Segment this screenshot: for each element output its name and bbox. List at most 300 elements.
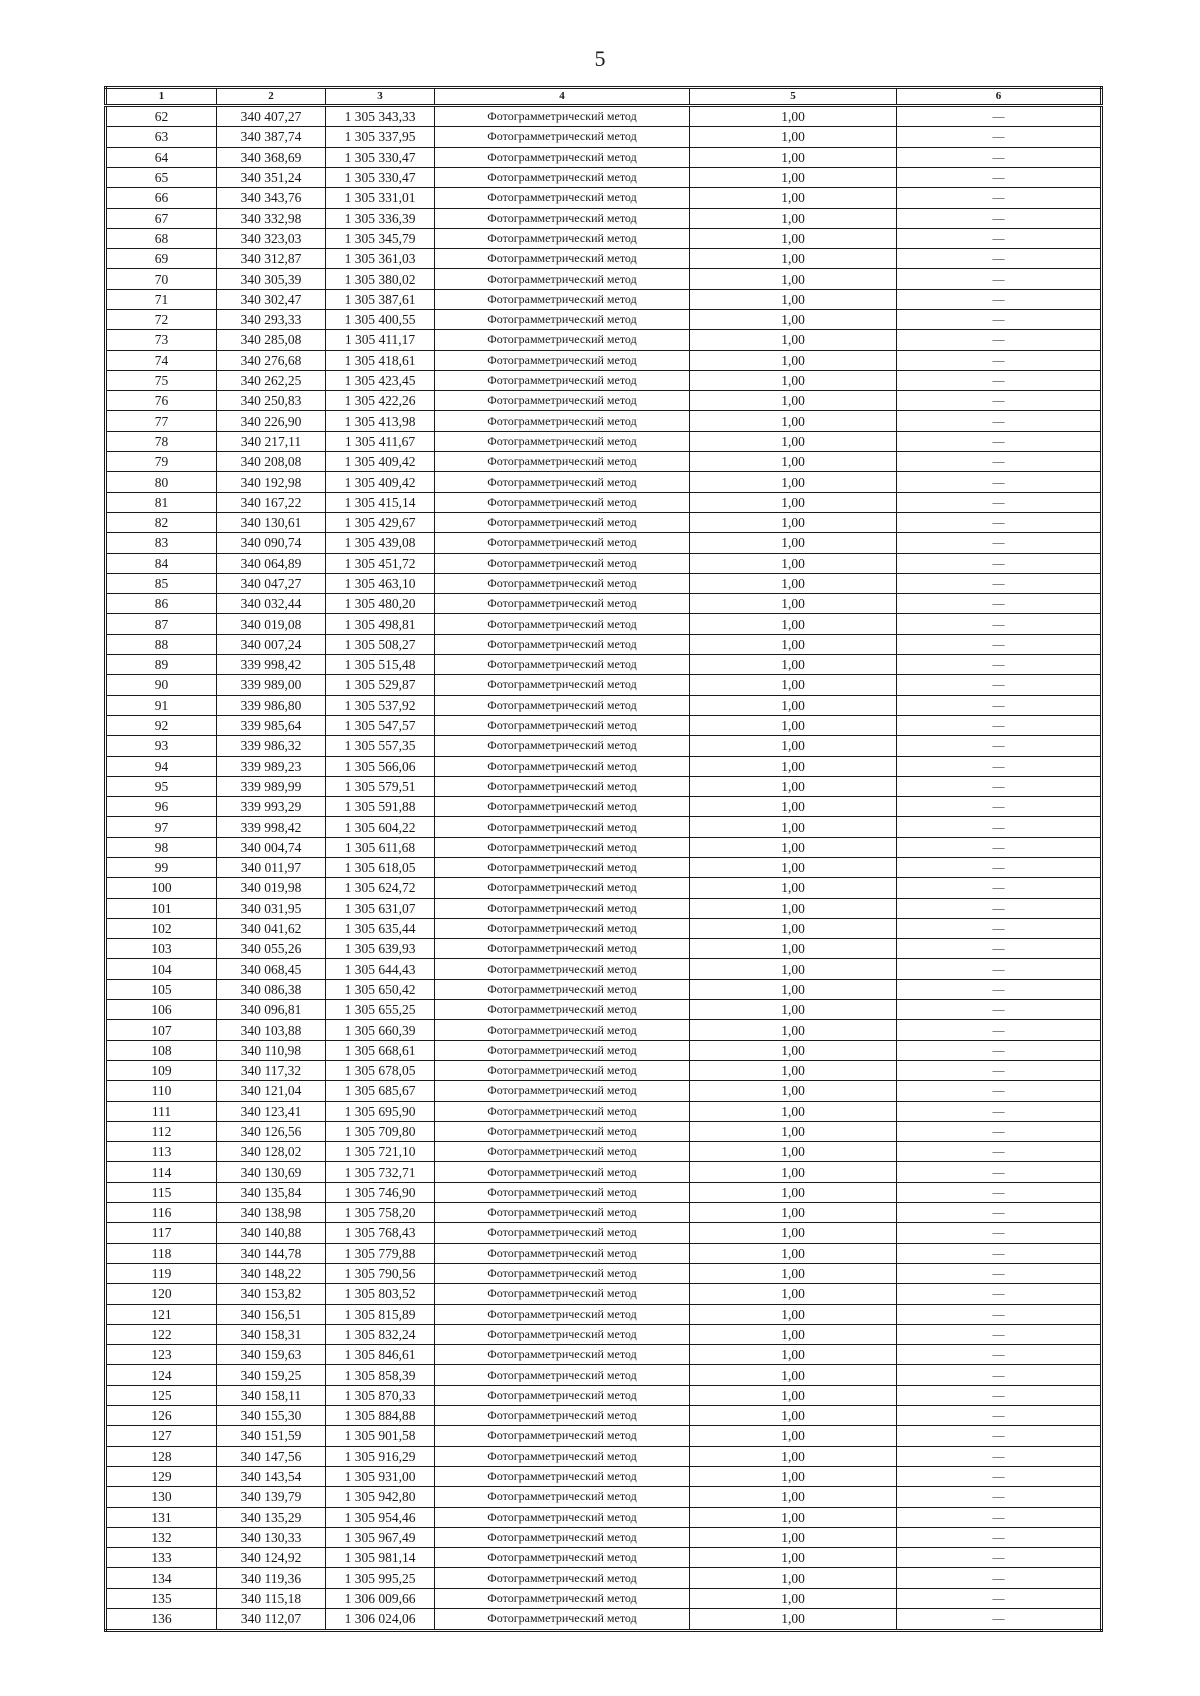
accuracy-cell: 1,00	[690, 817, 897, 837]
description-cell: —	[897, 1365, 1102, 1385]
description-cell: —	[897, 1020, 1102, 1040]
y-coordinate-cell: 1 305 336,39	[326, 208, 435, 228]
y-coordinate-cell: 1 305 901,58	[326, 1426, 435, 1446]
x-coordinate-cell: 340 293,33	[217, 309, 326, 329]
table-row	[106, 797, 1102, 817]
method-cell: Фотограмметрический метод	[435, 1507, 690, 1527]
description-cell: —	[897, 1101, 1102, 1121]
y-coordinate-cell: 1 305 439,08	[326, 533, 435, 553]
method-cell: Фотограмметрический метод	[435, 1223, 690, 1243]
table-row	[106, 675, 1102, 695]
column-header: 3	[326, 88, 435, 106]
x-coordinate-cell: 340 041,62	[217, 918, 326, 938]
y-coordinate-cell: 1 305 515,48	[326, 655, 435, 675]
method-cell: Фотограмметрический метод	[435, 858, 690, 878]
x-coordinate-cell: 339 986,80	[217, 695, 326, 715]
description-cell: —	[897, 1263, 1102, 1283]
accuracy-cell: 1,00	[690, 1121, 897, 1141]
y-coordinate-cell: 1 305 618,05	[326, 858, 435, 878]
table-row	[106, 1324, 1102, 1344]
y-coordinate-cell: 1 305 644,43	[326, 959, 435, 979]
y-coordinate-cell: 1 305 678,05	[326, 1060, 435, 1080]
accuracy-cell: 1,00	[690, 167, 897, 187]
y-coordinate-cell: 1 305 418,61	[326, 350, 435, 370]
description-cell: —	[897, 1406, 1102, 1426]
point-number-cell: 89	[106, 655, 217, 675]
point-number-cell: 91	[106, 695, 217, 715]
x-coordinate-cell: 339 989,99	[217, 776, 326, 796]
point-number-cell: 126	[106, 1406, 217, 1426]
method-cell: Фотограмметрический метод	[435, 127, 690, 147]
point-number-cell: 83	[106, 533, 217, 553]
table-row	[106, 330, 1102, 350]
description-cell: —	[897, 1588, 1102, 1608]
accuracy-cell: 1,00	[690, 1243, 897, 1263]
table-row	[106, 878, 1102, 898]
y-coordinate-cell: 1 305 846,61	[326, 1345, 435, 1365]
table-row	[106, 370, 1102, 390]
y-coordinate-cell: 1 305 709,80	[326, 1121, 435, 1141]
table-row	[106, 1060, 1102, 1080]
accuracy-cell: 1,00	[690, 979, 897, 999]
description-cell: —	[897, 756, 1102, 776]
accuracy-cell: 1,00	[690, 208, 897, 228]
x-coordinate-cell: 340 130,33	[217, 1527, 326, 1547]
y-coordinate-cell: 1 305 547,57	[326, 715, 435, 735]
y-coordinate-cell: 1 305 685,67	[326, 1081, 435, 1101]
y-coordinate-cell: 1 305 981,14	[326, 1548, 435, 1568]
y-coordinate-cell: 1 305 361,03	[326, 249, 435, 269]
point-number-cell: 67	[106, 208, 217, 228]
point-number-cell: 134	[106, 1568, 217, 1588]
y-coordinate-cell: 1 305 916,29	[326, 1446, 435, 1466]
method-cell: Фотограмметрический метод	[435, 675, 690, 695]
table-row	[106, 1426, 1102, 1446]
y-coordinate-cell: 1 305 557,35	[326, 736, 435, 756]
table-row	[106, 756, 1102, 776]
y-coordinate-cell: 1 305 498,81	[326, 614, 435, 634]
accuracy-cell: 1,00	[690, 269, 897, 289]
description-cell: —	[897, 858, 1102, 878]
table-row	[106, 106, 1102, 127]
y-coordinate-cell: 1 305 668,61	[326, 1040, 435, 1060]
table-row	[106, 452, 1102, 472]
table-row	[106, 167, 1102, 187]
accuracy-cell: 1,00	[690, 1548, 897, 1568]
y-coordinate-cell: 1 305 803,52	[326, 1284, 435, 1304]
accuracy-cell: 1,00	[690, 797, 897, 817]
method-cell: Фотограмметрический метод	[435, 431, 690, 451]
method-cell: Фотограмметрический метод	[435, 533, 690, 553]
method-cell: Фотограмметрический метод	[435, 1406, 690, 1426]
method-cell: Фотограмметрический метод	[435, 1263, 690, 1283]
point-number-cell: 128	[106, 1446, 217, 1466]
x-coordinate-cell: 340 130,61	[217, 512, 326, 532]
y-coordinate-cell: 1 305 566,06	[326, 756, 435, 776]
x-coordinate-cell: 340 368,69	[217, 147, 326, 167]
point-number-cell: 105	[106, 979, 217, 999]
point-number-cell: 82	[106, 512, 217, 532]
y-coordinate-cell: 1 305 409,42	[326, 452, 435, 472]
description-cell: —	[897, 269, 1102, 289]
accuracy-cell: 1,00	[690, 472, 897, 492]
table-row	[106, 1466, 1102, 1486]
x-coordinate-cell: 340 153,82	[217, 1284, 326, 1304]
x-coordinate-cell: 340 123,41	[217, 1101, 326, 1121]
y-coordinate-cell: 1 305 330,47	[326, 167, 435, 187]
accuracy-cell: 1,00	[690, 675, 897, 695]
point-number-cell: 133	[106, 1548, 217, 1568]
method-cell: Фотограмметрический метод	[435, 1568, 690, 1588]
x-coordinate-cell: 340 117,32	[217, 1060, 326, 1080]
point-number-cell: 124	[106, 1365, 217, 1385]
table-row	[106, 1162, 1102, 1182]
x-coordinate-cell: 340 159,63	[217, 1345, 326, 1365]
y-coordinate-cell: 1 305 330,47	[326, 147, 435, 167]
method-cell: Фотограмметрический метод	[435, 350, 690, 370]
point-number-cell: 63	[106, 127, 217, 147]
x-coordinate-cell: 340 011,97	[217, 858, 326, 878]
description-cell: —	[897, 1466, 1102, 1486]
accuracy-cell: 1,00	[690, 330, 897, 350]
point-number-cell: 118	[106, 1243, 217, 1263]
table-row	[106, 147, 1102, 167]
table-row	[106, 1548, 1102, 1568]
point-number-cell: 106	[106, 1000, 217, 1020]
description-cell: —	[897, 898, 1102, 918]
x-coordinate-cell: 340 086,38	[217, 979, 326, 999]
accuracy-cell: 1,00	[690, 289, 897, 309]
accuracy-cell: 1,00	[690, 188, 897, 208]
x-coordinate-cell: 340 128,02	[217, 1142, 326, 1162]
x-coordinate-cell: 340 090,74	[217, 533, 326, 553]
description-cell: —	[897, 817, 1102, 837]
method-cell: Фотограмметрический метод	[435, 1466, 690, 1486]
table-row	[106, 1081, 1102, 1101]
description-cell: —	[897, 1243, 1102, 1263]
accuracy-cell: 1,00	[690, 1000, 897, 1020]
table-row	[106, 715, 1102, 735]
table-row	[106, 512, 1102, 532]
x-coordinate-cell: 339 989,23	[217, 756, 326, 776]
x-coordinate-cell: 340 192,98	[217, 472, 326, 492]
description-cell: —	[897, 127, 1102, 147]
description-cell: —	[897, 167, 1102, 187]
point-number-cell: 87	[106, 614, 217, 634]
x-coordinate-cell: 340 285,08	[217, 330, 326, 350]
table-body	[106, 106, 1102, 1631]
accuracy-cell: 1,00	[690, 1608, 897, 1630]
description-cell: —	[897, 533, 1102, 553]
table-row	[106, 289, 1102, 309]
method-cell: Фотограмметрический метод	[435, 1060, 690, 1080]
x-coordinate-cell: 340 144,78	[217, 1243, 326, 1263]
point-number-cell: 94	[106, 756, 217, 776]
description-cell: —	[897, 614, 1102, 634]
method-cell: Фотограмметрический метод	[435, 452, 690, 472]
table-row	[106, 553, 1102, 573]
accuracy-cell: 1,00	[690, 736, 897, 756]
point-number-cell: 120	[106, 1284, 217, 1304]
coordinates-table	[104, 86, 1103, 1632]
table-row	[106, 228, 1102, 248]
accuracy-cell: 1,00	[690, 1527, 897, 1547]
x-coordinate-cell: 339 993,29	[217, 797, 326, 817]
x-coordinate-cell: 340 110,98	[217, 1040, 326, 1060]
accuracy-cell: 1,00	[690, 228, 897, 248]
table-row	[106, 127, 1102, 147]
column-header: 5	[690, 88, 897, 106]
accuracy-cell: 1,00	[690, 1101, 897, 1121]
table-row	[106, 817, 1102, 837]
description-cell: —	[897, 370, 1102, 390]
x-coordinate-cell: 339 998,42	[217, 817, 326, 837]
y-coordinate-cell: 1 305 732,71	[326, 1162, 435, 1182]
point-number-cell: 85	[106, 573, 217, 593]
table-row	[106, 1040, 1102, 1060]
accuracy-cell: 1,00	[690, 1284, 897, 1304]
method-cell: Фотограмметрический метод	[435, 634, 690, 654]
method-cell: Фотограмметрический метод	[435, 614, 690, 634]
method-cell: Фотограмметрический метод	[435, 594, 690, 614]
table-row	[106, 1000, 1102, 1020]
table-row	[106, 1406, 1102, 1426]
y-coordinate-cell: 1 305 337,95	[326, 127, 435, 147]
x-coordinate-cell: 340 135,29	[217, 1507, 326, 1527]
description-cell: —	[897, 959, 1102, 979]
accuracy-cell: 1,00	[690, 553, 897, 573]
y-coordinate-cell: 1 305 967,49	[326, 1527, 435, 1547]
y-coordinate-cell: 1 305 858,39	[326, 1365, 435, 1385]
table-row	[106, 350, 1102, 370]
description-cell: —	[897, 1121, 1102, 1141]
description-cell: —	[897, 573, 1102, 593]
accuracy-cell: 1,00	[690, 1406, 897, 1426]
table-row	[106, 1101, 1102, 1121]
table-row	[106, 634, 1102, 654]
method-cell: Фотограмметрический метод	[435, 1284, 690, 1304]
table-row	[106, 1223, 1102, 1243]
table-row	[106, 1385, 1102, 1405]
accuracy-cell: 1,00	[690, 452, 897, 472]
description-cell: —	[897, 309, 1102, 329]
description-cell: —	[897, 431, 1102, 451]
accuracy-cell: 1,00	[690, 898, 897, 918]
y-coordinate-cell: 1 305 660,39	[326, 1020, 435, 1040]
method-cell: Фотограмметрический метод	[435, 959, 690, 979]
accuracy-cell: 1,00	[690, 1365, 897, 1385]
y-coordinate-cell: 1 305 529,87	[326, 675, 435, 695]
x-coordinate-cell: 339 985,64	[217, 715, 326, 735]
accuracy-cell: 1,00	[690, 1162, 897, 1182]
point-number-cell: 78	[106, 431, 217, 451]
method-cell: Фотограмметрический метод	[435, 695, 690, 715]
x-coordinate-cell: 339 986,32	[217, 736, 326, 756]
accuracy-cell: 1,00	[690, 1466, 897, 1486]
table-row	[106, 898, 1102, 918]
description-cell: —	[897, 1182, 1102, 1202]
point-number-cell: 110	[106, 1081, 217, 1101]
x-coordinate-cell: 340 151,59	[217, 1426, 326, 1446]
x-coordinate-cell: 340 387,74	[217, 127, 326, 147]
point-number-cell: 71	[106, 289, 217, 309]
method-cell: Фотограмметрический метод	[435, 167, 690, 187]
accuracy-cell: 1,00	[690, 918, 897, 938]
x-coordinate-cell: 340 032,44	[217, 594, 326, 614]
description-cell: —	[897, 1203, 1102, 1223]
accuracy-cell: 1,00	[690, 1588, 897, 1608]
point-number-cell: 97	[106, 817, 217, 837]
accuracy-cell: 1,00	[690, 715, 897, 735]
table-row	[106, 959, 1102, 979]
x-coordinate-cell: 340 143,54	[217, 1466, 326, 1486]
y-coordinate-cell: 1 305 779,88	[326, 1243, 435, 1263]
y-coordinate-cell: 1 305 790,56	[326, 1263, 435, 1283]
y-coordinate-cell: 1 305 422,26	[326, 391, 435, 411]
table-row	[106, 1527, 1102, 1547]
accuracy-cell: 1,00	[690, 309, 897, 329]
method-cell: Фотограмметрический метод	[435, 573, 690, 593]
y-coordinate-cell: 1 305 591,88	[326, 797, 435, 817]
point-number-cell: 115	[106, 1182, 217, 1202]
x-coordinate-cell: 340 156,51	[217, 1304, 326, 1324]
y-coordinate-cell: 1 305 650,42	[326, 979, 435, 999]
y-coordinate-cell: 1 305 815,89	[326, 1304, 435, 1324]
method-cell: Фотограмметрический метод	[435, 817, 690, 837]
description-cell: —	[897, 1284, 1102, 1304]
table-row	[106, 1284, 1102, 1304]
description-cell: —	[897, 695, 1102, 715]
x-coordinate-cell: 340 167,22	[217, 492, 326, 512]
method-cell: Фотограмметрический метод	[435, 147, 690, 167]
y-coordinate-cell: 1 305 537,92	[326, 695, 435, 715]
point-number-cell: 121	[106, 1304, 217, 1324]
column-header: 1	[106, 88, 217, 106]
x-coordinate-cell: 340 305,39	[217, 269, 326, 289]
point-number-cell: 129	[106, 1466, 217, 1486]
x-coordinate-cell: 339 989,00	[217, 675, 326, 695]
description-cell: —	[897, 1040, 1102, 1060]
point-number-cell: 127	[106, 1426, 217, 1446]
y-coordinate-cell: 1 305 611,68	[326, 837, 435, 857]
x-coordinate-cell: 340 323,03	[217, 228, 326, 248]
method-cell: Фотограмметрический метод	[435, 309, 690, 329]
method-cell: Фотограмметрический метод	[435, 1304, 690, 1324]
y-coordinate-cell: 1 305 429,67	[326, 512, 435, 532]
description-cell: —	[897, 492, 1102, 512]
table-row	[106, 1182, 1102, 1202]
accuracy-cell: 1,00	[690, 1081, 897, 1101]
point-number-cell: 135	[106, 1588, 217, 1608]
accuracy-cell: 1,00	[690, 1345, 897, 1365]
description-cell: —	[897, 411, 1102, 431]
method-cell: Фотограмметрический метод	[435, 898, 690, 918]
point-number-cell: 103	[106, 939, 217, 959]
description-cell: —	[897, 1162, 1102, 1182]
y-coordinate-cell: 1 305 624,72	[326, 878, 435, 898]
x-coordinate-cell: 340 332,98	[217, 208, 326, 228]
x-coordinate-cell: 340 124,92	[217, 1548, 326, 1568]
x-coordinate-cell: 340 130,69	[217, 1162, 326, 1182]
table-row	[106, 614, 1102, 634]
x-coordinate-cell: 339 998,42	[217, 655, 326, 675]
point-number-cell: 66	[106, 188, 217, 208]
y-coordinate-cell: 1 305 635,44	[326, 918, 435, 938]
accuracy-cell: 1,00	[690, 411, 897, 431]
point-number-cell: 69	[106, 249, 217, 269]
method-cell: Фотограмметрический метод	[435, 249, 690, 269]
description-cell: —	[897, 715, 1102, 735]
point-number-cell: 123	[106, 1345, 217, 1365]
point-number-cell: 116	[106, 1203, 217, 1223]
accuracy-cell: 1,00	[690, 249, 897, 269]
description-cell: —	[897, 1527, 1102, 1547]
accuracy-cell: 1,00	[690, 837, 897, 857]
accuracy-cell: 1,00	[690, 1203, 897, 1223]
table-row	[106, 736, 1102, 756]
y-coordinate-cell: 1 305 758,20	[326, 1203, 435, 1223]
table-row	[106, 492, 1102, 512]
description-cell: —	[897, 1345, 1102, 1365]
description-cell: —	[897, 553, 1102, 573]
y-coordinate-cell: 1 305 579,51	[326, 776, 435, 796]
accuracy-cell: 1,00	[690, 594, 897, 614]
accuracy-cell: 1,00	[690, 878, 897, 898]
point-number-cell: 96	[106, 797, 217, 817]
x-coordinate-cell: 340 139,79	[217, 1487, 326, 1507]
method-cell: Фотограмметрический метод	[435, 512, 690, 532]
x-coordinate-cell: 340 262,25	[217, 370, 326, 390]
method-cell: Фотограмметрический метод	[435, 1101, 690, 1121]
description-cell: —	[897, 797, 1102, 817]
point-number-cell: 119	[106, 1263, 217, 1283]
point-number-cell: 100	[106, 878, 217, 898]
y-coordinate-cell: 1 305 870,33	[326, 1385, 435, 1405]
point-number-cell: 136	[106, 1608, 217, 1630]
accuracy-cell: 1,00	[690, 512, 897, 532]
y-coordinate-cell: 1 305 480,20	[326, 594, 435, 614]
method-cell: Фотограмметрический метод	[435, 1426, 690, 1446]
method-cell: Фотограмметрический метод	[435, 289, 690, 309]
point-number-cell: 104	[106, 959, 217, 979]
method-cell: Фотограмметрический метод	[435, 1121, 690, 1141]
point-number-cell: 75	[106, 370, 217, 390]
x-coordinate-cell: 340 226,90	[217, 411, 326, 431]
method-cell: Фотограмметрический метод	[435, 228, 690, 248]
description-cell: —	[897, 188, 1102, 208]
accuracy-cell: 1,00	[690, 1182, 897, 1202]
point-number-cell: 98	[106, 837, 217, 857]
table-row	[106, 1121, 1102, 1141]
description-cell: —	[897, 1548, 1102, 1568]
x-coordinate-cell: 340 135,84	[217, 1182, 326, 1202]
description-cell: —	[897, 634, 1102, 654]
x-coordinate-cell: 340 351,24	[217, 167, 326, 187]
method-cell: Фотограмметрический метод	[435, 472, 690, 492]
y-coordinate-cell: 1 305 423,45	[326, 370, 435, 390]
method-cell: Фотограмметрический метод	[435, 1162, 690, 1182]
method-cell: Фотограмметрический метод	[435, 411, 690, 431]
description-cell: —	[897, 147, 1102, 167]
accuracy-cell: 1,00	[690, 370, 897, 390]
point-number-cell: 68	[106, 228, 217, 248]
method-cell: Фотограмметрический метод	[435, 1040, 690, 1060]
description-cell: —	[897, 1426, 1102, 1446]
method-cell: Фотограмметрический метод	[435, 1203, 690, 1223]
y-coordinate-cell: 1 306 009,66	[326, 1588, 435, 1608]
method-cell: Фотограмметрический метод	[435, 269, 690, 289]
accuracy-cell: 1,00	[690, 776, 897, 796]
